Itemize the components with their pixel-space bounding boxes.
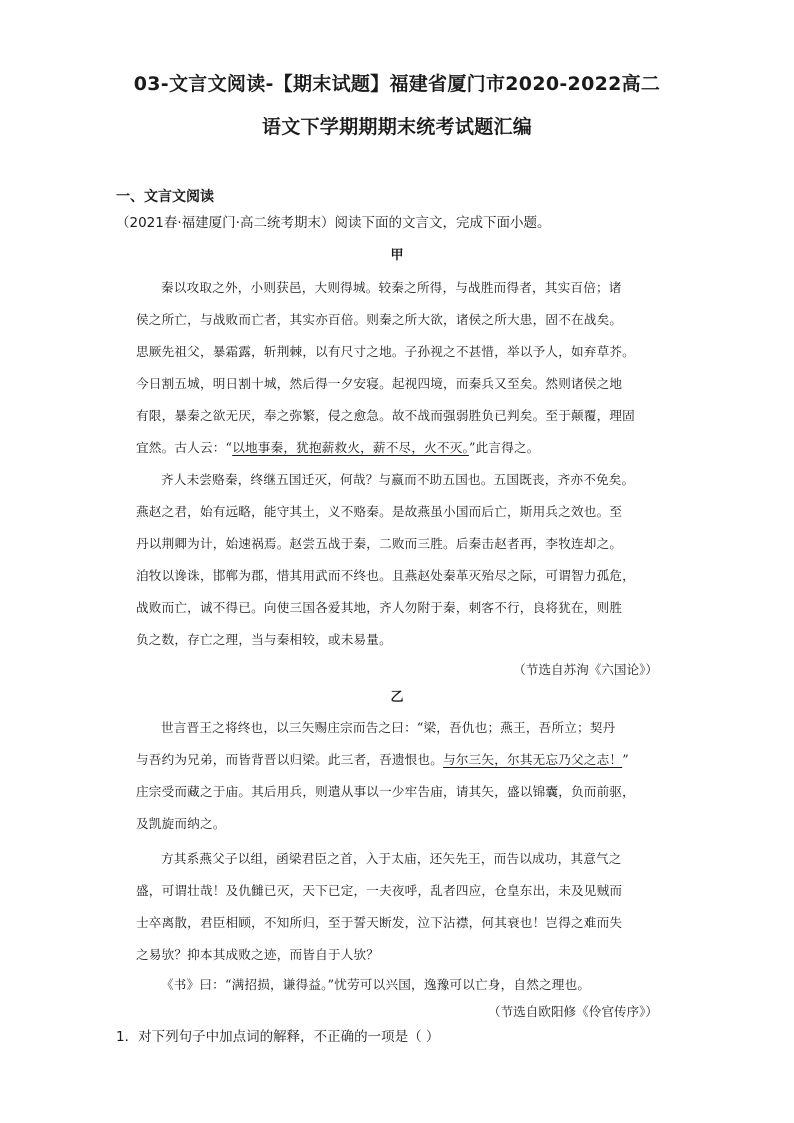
section-intro: （2021春·福建厦门·高二统考期末）阅读下面的文言文，完成下面小题。 [116, 215, 551, 231]
passage-b-line: 及凯旋而纳之。 [136, 816, 226, 831]
underlined-sentence: 以地事秦，犹抱薪救火，薪不尽，火不灭。 [232, 440, 469, 455]
passage-a-line: 今日割五城，明日割十城，然后得一夕安寝。起视四境，而秦兵又至矣。然则诸侯之地 [136, 376, 623, 391]
passage-a-line: 洎牧以谗诛，邯郸为郡，惜其用武而不终也。且燕赵处秦革灭殆尽之际，可谓智力孤危， [136, 568, 635, 583]
passage-a-line-with-underline [136, 437, 540, 456]
passage-b-text: 与吾约为兄弟，而皆背晋以归梁。此三者，吾遗恨也。 [136, 752, 444, 767]
passage-a-source: （节选自苏洵《六国论》） [513, 662, 658, 677]
passage-b-heading: 乙 [390, 690, 404, 705]
passage-b-source: （节选自欧阳修《伶官传序》） [487, 1004, 658, 1019]
underlined-sentence: 与尔三矢，尔其无忘乃父之志！ [443, 752, 623, 767]
passage-a-line: 齐人未尝赂秦，终继五国迁灭，何哉？与嬴而不助五国也。五国既丧，齐亦不免矣。 [161, 472, 635, 487]
passage-a-line: 燕赵之君，始有远略，能守其土，义不赂秦。是故燕虽小国而后亡，斯用兵之效也。至 [136, 504, 623, 519]
passage-b-line: 方其系燕父子以组，函梁君臣之首，入于太庙，还矢先王，而告以成功，其意气之 [161, 851, 622, 866]
passage-a-line: 秦以攻取之外，小则获邑，大则得城。较秦之所得，与战胜而得者，其实百倍；诸 [161, 280, 622, 295]
passage-b-line: 《书》曰：“满招损，谦得益。”忧劳可以兴国，逸豫可以亡身，自然之理也。 [161, 977, 591, 992]
passage-b-line: 庄宗受而藏之于庙。其后用兵，则遣从事以一少牢告庙，请其矢，盛以锦囊，负而前驱， [136, 784, 635, 799]
section-heading: 一、文言文阅读 [116, 189, 214, 205]
passage-b-line: 之易欤？抑本其成败之迹，而皆自于人欤？ [136, 947, 380, 962]
question-1: 1．对下列句子中加点词的解释，不正确的一项是（ ） [116, 1029, 440, 1045]
passage-a-text: 宜然。古人云：“ [136, 440, 233, 455]
passage-a-line: 丹以荆卿为计，始速祸焉。赵尝五战于秦，二败而三胜。后秦击赵者再，李牧连却之。 [136, 536, 623, 551]
document-title-line-2: 语文下学期期期末统考试题汇编 [261, 116, 533, 138]
passage-b-line: 世言晋王之将终也，以三矢赐庄宗而告之曰：“梁，吾仇也；燕王，吾所立；契丹 [161, 720, 616, 735]
passage-a-line: 负之数，存亡之理，当与秦相较，或未易量。 [136, 632, 392, 647]
passage-b-line: 盛，可谓壮哉！及仇雠已灭，天下已定，一夫夜呼，乱者四应，仓皇东出，未及见贼而 [136, 883, 623, 898]
passage-a-line: 思厥先祖父，暴霜露，斩荆棘，以有尺寸之地。子孙视之不甚惜，举以予人，如弃草芥。 [136, 344, 635, 359]
passage-a-heading: 甲 [390, 248, 404, 263]
passage-b-line-with-underline [136, 749, 629, 768]
passage-b-text: ” [622, 752, 629, 767]
passage-a-line: 战败而亡，诚不得已。向使三国各爱其地，齐人勿附于秦，刺客不行，良将犹在，则胜 [136, 600, 623, 615]
passage-a-text: ”此言得之。 [468, 440, 540, 455]
passage-a-line: 侯之所亡，与战败而亡者，其实亦百倍。则秦之所大欲，诸侯之所大患，固不在战矣。 [136, 312, 623, 327]
document-title-line-1: 03-文言文阅读-【期末试题】福建省厦门市2020-2022高二 [133, 73, 661, 95]
passage-b-line: 士卒离散，君臣相顾，不知所归，至于誓天断发，泣下沾襟，何其衰也！岂得之难而失 [136, 915, 623, 930]
passage-a-line: 有限，暴秦之欲无厌，奉之弥繁，侵之愈急。故不战而强弱胜负已判矣。至于颠覆，理固 [136, 408, 635, 423]
